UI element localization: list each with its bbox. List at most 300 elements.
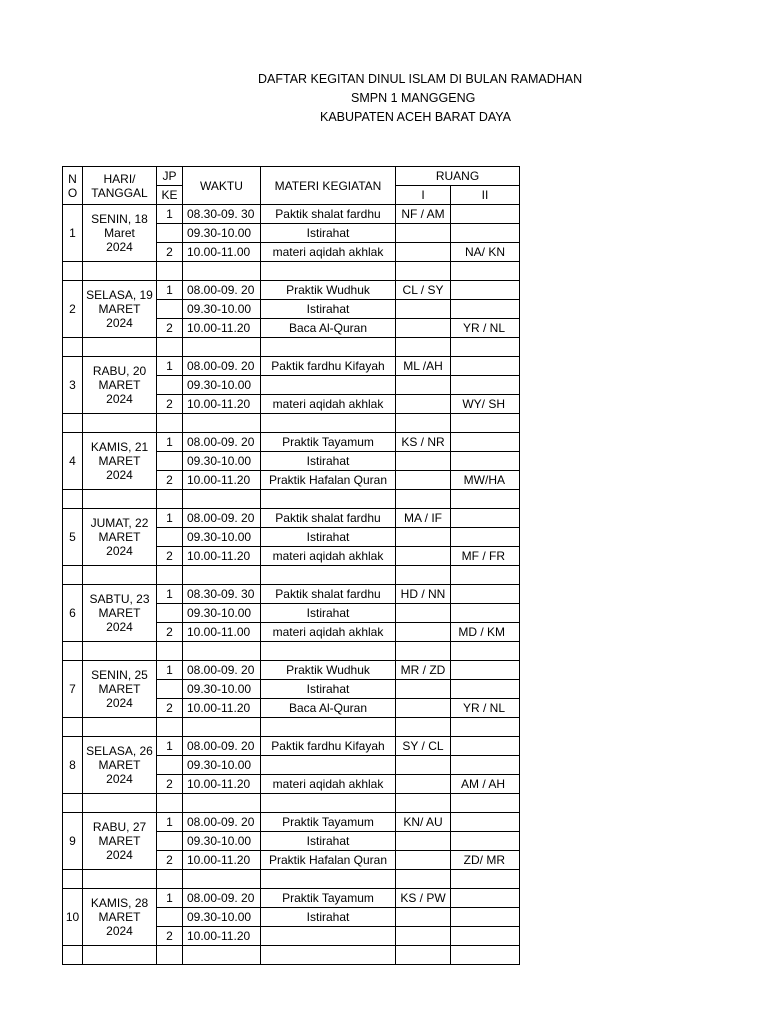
jp-cell xyxy=(157,452,183,471)
empty-cell xyxy=(63,338,83,357)
ruang-1-cell: MR / ZD xyxy=(396,661,451,680)
ruang-1-cell xyxy=(396,775,451,794)
materi-cell: Praktik Tayamum xyxy=(261,889,396,908)
ruang-2-cell: AM / AH xyxy=(451,775,520,794)
day-number: 5 xyxy=(63,509,83,566)
ruang-2-cell xyxy=(451,433,520,452)
day-number: 9 xyxy=(63,813,83,870)
schedule-table-wrapper xyxy=(62,166,519,956)
jp-cell xyxy=(157,376,183,395)
materi-cell: Baca Al-Quran xyxy=(261,699,396,718)
table-row xyxy=(63,661,520,680)
day-date-day: SELASA, 26 xyxy=(86,744,153,758)
jp-cell: 1 xyxy=(157,661,183,680)
empty-cell xyxy=(83,414,157,433)
empty-cell xyxy=(451,338,520,357)
regency-name: KABUPATEN ACEH BARAT DAYA xyxy=(320,110,512,124)
day-number: 3 xyxy=(63,357,83,414)
materi-cell: materi aqidah akhlak xyxy=(261,775,396,794)
empty-cell xyxy=(396,946,451,965)
day-date-year: 2024 xyxy=(106,316,133,330)
waktu-cell: 08.00-09. 20 xyxy=(183,433,261,452)
day-date-year: 2024 xyxy=(106,240,133,254)
jp-cell: 1 xyxy=(157,205,183,224)
jp-cell: 2 xyxy=(157,623,183,642)
spacer-row xyxy=(63,718,520,737)
materi-cell: Baca Al-Quran xyxy=(261,319,396,338)
ruang-1-cell xyxy=(396,471,451,490)
day-date-cell xyxy=(83,889,157,946)
day-date-year: 2024 xyxy=(106,696,133,710)
waktu-cell: 08.00-09. 20 xyxy=(183,737,261,756)
materi-cell: materi aqidah akhlak xyxy=(261,395,396,414)
materi-cell: Istirahat xyxy=(261,452,396,471)
empty-cell xyxy=(83,490,157,509)
ruang-1-cell xyxy=(396,927,451,946)
empty-cell xyxy=(157,794,183,813)
empty-cell xyxy=(63,794,83,813)
day-date-month: MARET xyxy=(98,910,141,924)
day-date-cell xyxy=(83,813,157,870)
materi-cell: materi aqidah akhlak xyxy=(261,243,396,262)
materi-cell: Praktik Wudhuk xyxy=(261,281,396,300)
waktu-cell: 09.30-10.00 xyxy=(183,680,261,699)
waktu-cell: 10.00-11.20 xyxy=(183,395,261,414)
jp-cell: 2 xyxy=(157,775,183,794)
empty-cell xyxy=(451,946,520,965)
empty-cell xyxy=(183,642,261,661)
table-row xyxy=(63,737,520,756)
empty-cell xyxy=(63,946,83,965)
ruang-1-cell xyxy=(396,908,451,927)
waktu-cell: 08.00-09. 20 xyxy=(183,509,261,528)
ruang-1-cell xyxy=(396,300,451,319)
waktu-cell: 10.00-11.20 xyxy=(183,699,261,718)
waktu-cell: 09.30-10.00 xyxy=(183,528,261,547)
jp-cell: 1 xyxy=(157,509,183,528)
col-header-ruang: RUANG xyxy=(396,167,520,186)
waktu-cell: 09.30-10.00 xyxy=(183,376,261,395)
ruang-2-cell xyxy=(451,756,520,775)
empty-cell xyxy=(261,794,396,813)
ruang-1-cell: KS / PW xyxy=(396,889,451,908)
empty-cell xyxy=(63,718,83,737)
ruang-1-cell: HD / NN xyxy=(396,585,451,604)
empty-cell xyxy=(63,414,83,433)
document-title: DAFTAR KEGITAN DINUL ISLAM DI BULAN RAMADHAN xyxy=(258,72,583,86)
ruang-2-cell xyxy=(451,737,520,756)
empty-cell xyxy=(83,566,157,585)
col-header-day: HARI/ TANGGAL xyxy=(83,167,157,205)
ruang-2-cell: ZD/ MR xyxy=(451,851,520,870)
day-number: 1 xyxy=(63,205,83,262)
table-row xyxy=(63,281,520,300)
table-row xyxy=(63,889,520,908)
empty-cell xyxy=(396,794,451,813)
ruang-1-cell: KN/ AU xyxy=(396,813,451,832)
empty-cell xyxy=(63,566,83,585)
waktu-cell: 10.00-11.20 xyxy=(183,851,261,870)
day-date-day: SABTU, 23 xyxy=(89,592,150,606)
waktu-cell: 09.30-10.00 xyxy=(183,756,261,775)
materi-cell: Praktik Hafalan Quran xyxy=(261,471,396,490)
empty-cell xyxy=(451,490,520,509)
empty-cell xyxy=(83,262,157,281)
day-date-month: MARET xyxy=(98,682,141,696)
ruang-2-cell xyxy=(451,376,520,395)
empty-cell xyxy=(261,262,396,281)
ruang-1-cell xyxy=(396,224,451,243)
waktu-cell: 10.00-11.20 xyxy=(183,547,261,566)
ruang-2-cell: WY/ SH xyxy=(451,395,520,414)
ruang-2-cell xyxy=(451,927,520,946)
ruang-2-cell xyxy=(451,680,520,699)
materi-cell: Praktik Tayamum xyxy=(261,433,396,452)
materi-cell: Paktik fardhu Kifayah xyxy=(261,737,396,756)
empty-cell xyxy=(183,794,261,813)
ruang-2-cell: NA/ KN xyxy=(451,243,520,262)
materi-cell: Istirahat xyxy=(261,604,396,623)
day-date-cell xyxy=(83,737,157,794)
ruang-2-cell xyxy=(451,357,520,376)
empty-cell xyxy=(83,946,157,965)
empty-cell xyxy=(157,870,183,889)
ruang-2-cell xyxy=(451,661,520,680)
table-row xyxy=(63,357,520,376)
waktu-cell: 10.00-11.20 xyxy=(183,775,261,794)
empty-cell xyxy=(83,338,157,357)
ruang-1-cell: CL / SY xyxy=(396,281,451,300)
ruang-1-cell xyxy=(396,623,451,642)
empty-cell xyxy=(396,566,451,585)
waktu-cell: 10.00-11.20 xyxy=(183,471,261,490)
jp-cell: 1 xyxy=(157,889,183,908)
empty-cell xyxy=(261,566,396,585)
ruang-2-cell xyxy=(451,528,520,547)
day-date-cell xyxy=(83,281,157,338)
day-date-day: RABU, 27 xyxy=(92,820,147,834)
ruang-1-cell xyxy=(396,452,451,471)
empty-cell xyxy=(396,718,451,737)
ruang-2-cell xyxy=(451,908,520,927)
col-header-ruang-1: I xyxy=(396,186,451,205)
empty-cell xyxy=(451,718,520,737)
empty-cell xyxy=(157,414,183,433)
empty-cell xyxy=(83,718,157,737)
materi-cell xyxy=(261,376,396,395)
empty-cell xyxy=(451,414,520,433)
empty-cell xyxy=(183,490,261,509)
empty-cell xyxy=(183,946,261,965)
spacer-row xyxy=(63,414,520,433)
ruang-1-cell xyxy=(396,680,451,699)
col-header-materi: MATERI KEGIATAN xyxy=(261,167,396,205)
day-date-cell xyxy=(83,433,157,490)
ruang-2-cell xyxy=(451,205,520,224)
empty-cell xyxy=(261,414,396,433)
ruang-2-cell xyxy=(451,889,520,908)
schedule-table xyxy=(62,166,520,965)
ruang-2-cell: MD / KM xyxy=(451,623,520,642)
empty-cell xyxy=(183,262,261,281)
empty-cell xyxy=(396,414,451,433)
empty-cell xyxy=(396,642,451,661)
jp-cell: 2 xyxy=(157,319,183,338)
day-date-day: JUMAT, 22 xyxy=(90,516,149,530)
day-date-cell xyxy=(83,661,157,718)
table-row xyxy=(63,433,520,452)
ruang-2-cell: MW/HA xyxy=(451,471,520,490)
materi-cell: materi aqidah akhlak xyxy=(261,547,396,566)
ruang-2-cell: YR / NL xyxy=(451,319,520,338)
day-date-cell xyxy=(83,585,157,642)
day-number: 8 xyxy=(63,737,83,794)
day-number: 10 xyxy=(63,889,83,946)
jp-cell: 2 xyxy=(157,243,183,262)
empty-cell xyxy=(157,566,183,585)
materi-cell: materi aqidah akhlak xyxy=(261,623,396,642)
empty-cell xyxy=(63,490,83,509)
empty-cell xyxy=(451,870,520,889)
ruang-1-cell xyxy=(396,243,451,262)
day-date-year: 2024 xyxy=(106,924,133,938)
ruang-1-cell xyxy=(396,376,451,395)
waktu-cell: 09.30-10.00 xyxy=(183,908,261,927)
spacer-row xyxy=(63,338,520,357)
waktu-cell: 08.00-09. 20 xyxy=(183,813,261,832)
ruang-1-cell: SY / CL xyxy=(396,737,451,756)
empty-cell xyxy=(261,642,396,661)
waktu-cell: 09.30-10.00 xyxy=(183,224,261,243)
day-date-cell xyxy=(83,357,157,414)
materi-cell: Istirahat xyxy=(261,528,396,547)
empty-cell xyxy=(63,870,83,889)
empty-cell xyxy=(396,870,451,889)
jp-cell xyxy=(157,224,183,243)
day-date-day: KAMIS, 28 xyxy=(90,896,149,910)
empty-cell xyxy=(261,490,396,509)
materi-cell: Istirahat xyxy=(261,224,396,243)
day-date-day: SENIN, 18 xyxy=(91,212,148,226)
ruang-1-cell xyxy=(396,756,451,775)
day-date-month: MARET xyxy=(98,454,141,468)
empty-cell xyxy=(261,870,396,889)
day-date-day: SELASA, 19 xyxy=(86,288,153,302)
day-date-year: 2024 xyxy=(106,544,133,558)
day-number: 2 xyxy=(63,281,83,338)
col-header-jp: JP xyxy=(157,167,183,186)
ruang-1-cell xyxy=(396,319,451,338)
empty-cell xyxy=(183,338,261,357)
jp-cell: 1 xyxy=(157,433,183,452)
jp-cell: 1 xyxy=(157,357,183,376)
materi-cell: Istirahat xyxy=(261,680,396,699)
day-date-cell xyxy=(83,509,157,566)
jp-cell: 2 xyxy=(157,395,183,414)
jp-cell xyxy=(157,528,183,547)
table-row xyxy=(63,205,520,224)
spacer-row xyxy=(63,870,520,889)
day-date-year: 2024 xyxy=(106,848,133,862)
empty-cell xyxy=(183,566,261,585)
day-date-year: 2024 xyxy=(106,772,133,786)
ruang-1-cell xyxy=(396,528,451,547)
empty-cell xyxy=(396,490,451,509)
day-number: 4 xyxy=(63,433,83,490)
ruang-1-cell: KS / NR xyxy=(396,433,451,452)
empty-cell xyxy=(63,262,83,281)
waktu-cell: 08.00-09. 20 xyxy=(183,889,261,908)
materi-cell: Istirahat xyxy=(261,300,396,319)
ruang-1-cell xyxy=(396,832,451,851)
empty-cell xyxy=(261,338,396,357)
ruang-1-cell: ML /AH xyxy=(396,357,451,376)
ruang-1-cell: NF / AM xyxy=(396,205,451,224)
col-header-waktu: WAKTU xyxy=(183,167,261,205)
day-date-day: KAMIS, 21 xyxy=(90,440,149,454)
day-date-year: 2024 xyxy=(106,620,133,634)
materi-cell xyxy=(261,927,396,946)
empty-cell xyxy=(183,718,261,737)
ruang-1-cell: MA / IF xyxy=(396,509,451,528)
spacer-row xyxy=(63,794,520,813)
day-date-month: MARET xyxy=(98,834,141,848)
table-row xyxy=(63,585,520,604)
ruang-2-cell xyxy=(451,813,520,832)
materi-cell: Paktik shalat fardhu xyxy=(261,585,396,604)
empty-cell xyxy=(63,642,83,661)
empty-cell xyxy=(451,262,520,281)
empty-cell xyxy=(451,566,520,585)
ruang-2-cell: MF / FR xyxy=(451,547,520,566)
ruang-2-cell xyxy=(451,509,520,528)
ruang-1-cell xyxy=(396,395,451,414)
ruang-2-cell xyxy=(451,281,520,300)
waktu-cell: 10.00-11.20 xyxy=(183,319,261,338)
day-date-month: MARET xyxy=(98,302,141,316)
materi-cell: Istirahat xyxy=(261,832,396,851)
materi-cell: Praktik Hafalan Quran xyxy=(261,851,396,870)
day-number: 6 xyxy=(63,585,83,642)
ruang-1-cell xyxy=(396,851,451,870)
jp-cell: 2 xyxy=(157,927,183,946)
spacer-row xyxy=(63,262,520,281)
empty-cell xyxy=(157,490,183,509)
day-date-month: MARET xyxy=(98,378,141,392)
day-date-year: 2024 xyxy=(106,392,133,406)
spacer-row xyxy=(63,566,520,585)
ruang-1-cell xyxy=(396,547,451,566)
jp-cell: 1 xyxy=(157,737,183,756)
ruang-2-cell xyxy=(451,224,520,243)
col-header-ke: KE xyxy=(157,186,183,205)
materi-cell: Istirahat xyxy=(261,908,396,927)
empty-cell xyxy=(83,794,157,813)
waktu-cell: 10.00-11.00 xyxy=(183,623,261,642)
ruang-2-cell xyxy=(451,832,520,851)
waktu-cell: 08.30-09. 30 xyxy=(183,585,261,604)
empty-cell xyxy=(396,338,451,357)
empty-cell xyxy=(261,718,396,737)
jp-cell xyxy=(157,832,183,851)
day-date-cell xyxy=(83,205,157,262)
col-header-ruang-2: II xyxy=(451,186,520,205)
day-date-day: RABU, 20 xyxy=(92,364,147,378)
waktu-cell: 08.00-09. 20 xyxy=(183,357,261,376)
materi-cell: Paktik fardhu Kifayah xyxy=(261,357,396,376)
jp-cell xyxy=(157,604,183,623)
materi-cell: Paktik shalat fardhu xyxy=(261,509,396,528)
empty-cell xyxy=(157,718,183,737)
empty-cell xyxy=(157,642,183,661)
ruang-2-cell xyxy=(451,604,520,623)
empty-cell xyxy=(157,338,183,357)
empty-cell xyxy=(183,870,261,889)
jp-cell: 2 xyxy=(157,851,183,870)
waktu-cell: 09.30-10.00 xyxy=(183,604,261,623)
jp-cell xyxy=(157,680,183,699)
day-number: 7 xyxy=(63,661,83,718)
jp-cell: 1 xyxy=(157,281,183,300)
ruang-2-cell xyxy=(451,585,520,604)
jp-cell: 1 xyxy=(157,585,183,604)
spacer-row xyxy=(63,946,520,965)
waktu-cell: 10.00-11.00 xyxy=(183,243,261,262)
col-header-no: N O xyxy=(63,167,83,205)
waktu-cell: 09.30-10.00 xyxy=(183,452,261,471)
empty-cell xyxy=(396,262,451,281)
materi-cell: Praktik Tayamum xyxy=(261,813,396,832)
empty-cell xyxy=(83,870,157,889)
day-date-day: SENIN, 25 xyxy=(91,668,148,682)
empty-cell xyxy=(451,642,520,661)
ruang-2-cell xyxy=(451,452,520,471)
day-date-month: Maret xyxy=(104,226,135,240)
jp-cell: 2 xyxy=(157,547,183,566)
ruang-2-cell xyxy=(451,300,520,319)
table-row xyxy=(63,813,520,832)
empty-cell xyxy=(451,794,520,813)
waktu-cell: 10.00-11.20 xyxy=(183,927,261,946)
waktu-cell: 09.30-10.00 xyxy=(183,300,261,319)
materi-cell xyxy=(261,756,396,775)
materi-cell: Paktik shalat fardhu xyxy=(261,205,396,224)
ruang-2-cell: YR / NL xyxy=(451,699,520,718)
jp-cell: 2 xyxy=(157,699,183,718)
school-name: SMPN 1 MANGGENG xyxy=(351,91,476,105)
materi-cell: Praktik Wudhuk xyxy=(261,661,396,680)
empty-cell xyxy=(261,946,396,965)
table-row xyxy=(63,509,520,528)
waktu-cell: 08.30-09. 30 xyxy=(183,205,261,224)
empty-cell xyxy=(157,262,183,281)
day-date-month: MARET xyxy=(98,530,141,544)
day-date-year: 2024 xyxy=(106,468,133,482)
empty-cell xyxy=(83,642,157,661)
spacer-row xyxy=(63,642,520,661)
empty-cell xyxy=(157,946,183,965)
waktu-cell: 09.30-10.00 xyxy=(183,832,261,851)
jp-cell: 1 xyxy=(157,813,183,832)
day-date-month: MARET xyxy=(98,758,141,772)
waktu-cell: 08.00-09. 20 xyxy=(183,661,261,680)
jp-cell xyxy=(157,908,183,927)
table-header-row xyxy=(63,167,520,186)
jp-cell xyxy=(157,300,183,319)
day-date-month: MARET xyxy=(98,606,141,620)
jp-cell: 2 xyxy=(157,471,183,490)
jp-cell xyxy=(157,756,183,775)
